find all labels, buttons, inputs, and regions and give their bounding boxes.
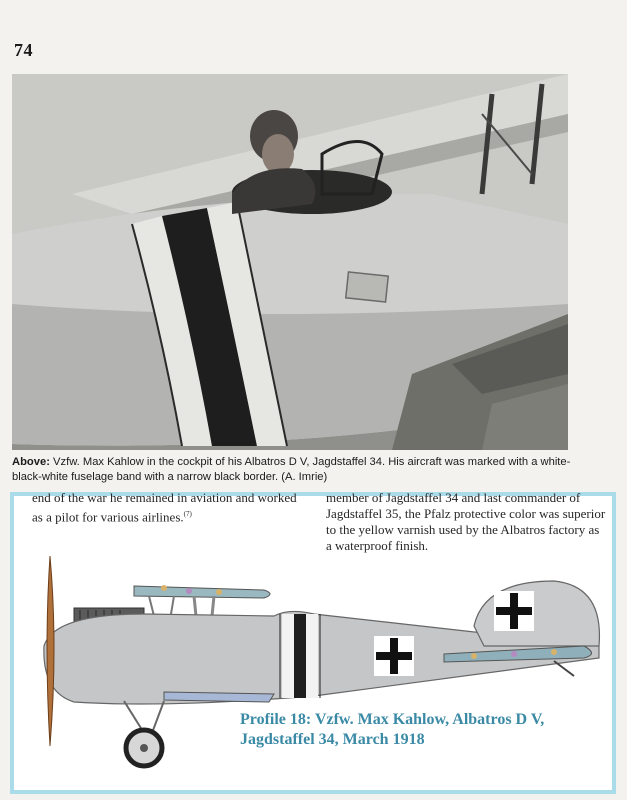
rudder-cross	[494, 591, 534, 631]
photo-illustration	[12, 74, 568, 450]
caption-text: Vzfw. Max Kahlow in the cockpit of his Albatros D V, Jagdstaffel 34. His aircraft was marked with a white-black-white fuselage band with a narrow black border. (A. Imrie)	[12, 456, 571, 483]
profile-caption-line-2: Jagdstaffel 34, March 1918	[240, 731, 425, 748]
right-line-1: Jagdstaffel 35, the Pfalz protective color was superior	[326, 506, 606, 521]
fuselage-cross	[374, 636, 414, 676]
right-line-2: to the yellow varnish used by the Albatros factory as	[326, 522, 600, 537]
right-line-3: a waterproof finish.	[326, 538, 429, 553]
right-cut-line: member of Jagdstaffel 34 and last commander of	[326, 490, 581, 505]
photo-caption	[12, 455, 572, 485]
profile-caption-line-1: Profile 18: Vzfw. Max Kahlow, Albatros D V,	[240, 711, 545, 728]
left-line-1: as a pilot for various airlines.$^{(7)}$	[32, 509, 192, 525]
photo-kahlow-cockpit	[12, 74, 568, 450]
profile-panel	[10, 492, 616, 794]
footnote-ref: (7)	[183, 510, 192, 518]
page-number: 74	[14, 40, 33, 60]
profile-caption	[240, 710, 570, 750]
caption-lead: Above:	[12, 456, 50, 468]
left-cut-line: end of the war he remained in aviation and worked	[32, 490, 297, 505]
